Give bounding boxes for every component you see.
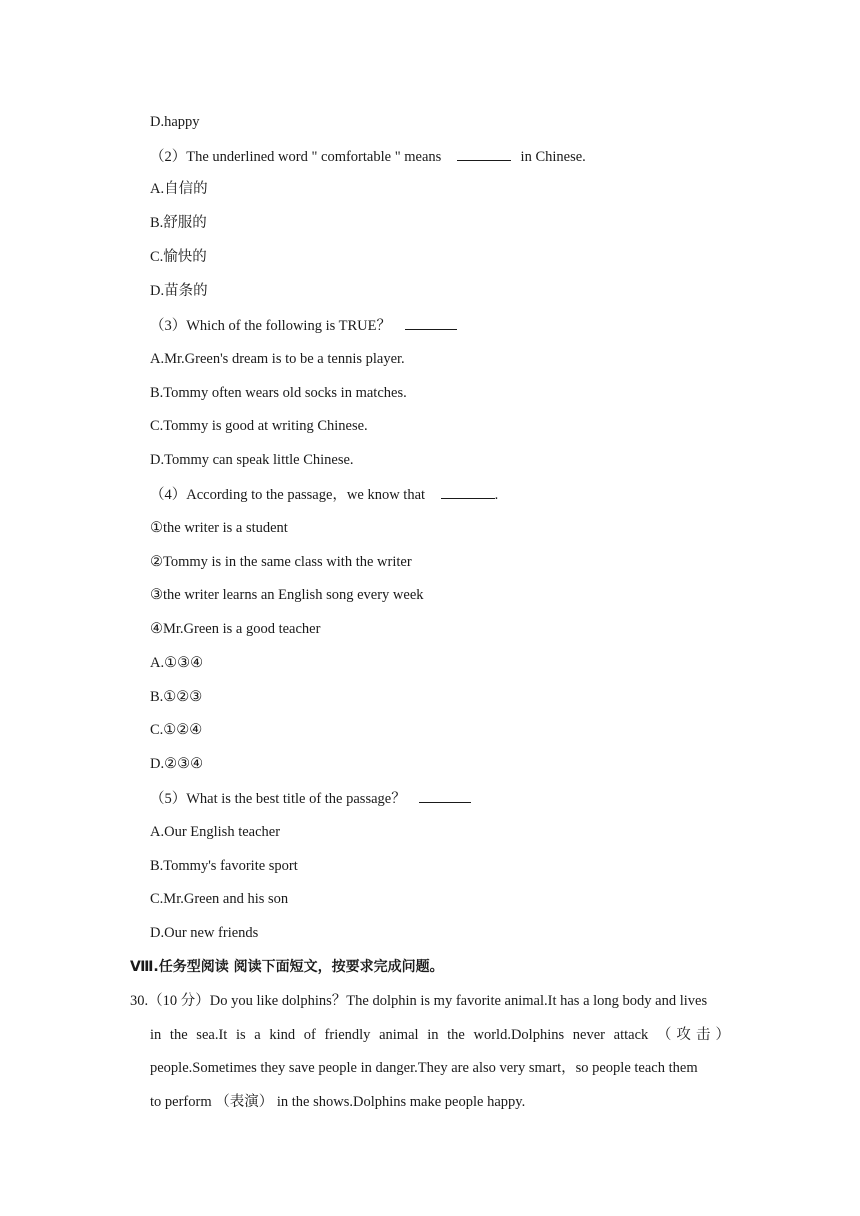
q4-option-c: C.①②④	[150, 722, 203, 738]
q1-option-d: D.happy	[150, 114, 200, 130]
q3-option-b: B.Tommy often wears old socks in matches.	[150, 385, 407, 401]
q5-option-a: A.Our English teacher	[150, 824, 281, 840]
q4-option-a: A.①③④	[150, 655, 204, 671]
answer-blank	[405, 315, 457, 330]
q5-option-b: B.Tommy's favorite sport	[150, 858, 298, 874]
q2-option-d: D.苗条的	[150, 283, 208, 299]
q3-prompt	[150, 315, 457, 336]
q4-statement-2: ②Tommy is in the same class with the writer	[150, 554, 412, 570]
q4-prompt-text: （4）According to the passage，we know that	[150, 487, 426, 503]
q3-option-c: C.Tommy is good at writing Chinese.	[150, 418, 368, 434]
q3-option-d: D.Tommy can speak little Chinese.	[150, 452, 354, 468]
q4-statement-3: ③the writer learns an English song every week	[150, 587, 424, 603]
q4-prompt-end: .	[494, 487, 499, 503]
q5-option-c: C.Mr.Green and his son	[150, 891, 289, 907]
q4-prompt	[150, 484, 498, 505]
answer-blank	[457, 146, 511, 161]
q2-option-a: A.自信的	[150, 181, 208, 197]
q2-option-c: C.愉快的	[150, 249, 207, 265]
q5-option-d: D.Our new friends	[150, 925, 259, 941]
q3-option-a: A.Mr.Green's dream is to be a tennis player.	[150, 351, 405, 367]
answer-blank	[441, 484, 495, 499]
q4-statement-1: ①the writer is a student	[150, 520, 288, 536]
section-heading: Ⅷ.任务型阅读 阅读下面短文，按要求完成问题。	[130, 959, 444, 975]
q30-line-1: 30.（10 分）Do you like dolphins？The dolphin is my favorite animal.It has a long body and lives	[130, 993, 708, 1009]
q30-line-3: people.Sometimes they save people in danger.They are also very smart，so people teach them	[150, 1060, 698, 1076]
q30-line-2: in the sea.It is a kind of friendly animal in the world.Dolphins never attack （攻击）	[150, 1027, 730, 1043]
q5-prompt	[150, 788, 471, 809]
q2-prompt-end: in Chinese.	[520, 149, 586, 165]
q2-prompt	[150, 146, 586, 167]
q4-option-d: D.②③④	[150, 756, 204, 772]
q30-line-4: to perform （表演） in the shows.Dolphins make people happy.	[150, 1094, 526, 1110]
q4-option-b: B.①②③	[150, 689, 203, 705]
answer-blank	[419, 788, 471, 803]
q2-prompt-text: （2）The underlined word " comfortable " means	[150, 149, 442, 165]
q3-prompt-text: （3）Which of the following is TRUE？	[150, 318, 391, 334]
q4-statement-4: ④Mr.Green is a good teacher	[150, 621, 321, 637]
q2-option-b: B.舒服的	[150, 215, 207, 231]
q5-prompt-text: （5）What is the best title of the passage？	[150, 791, 406, 807]
